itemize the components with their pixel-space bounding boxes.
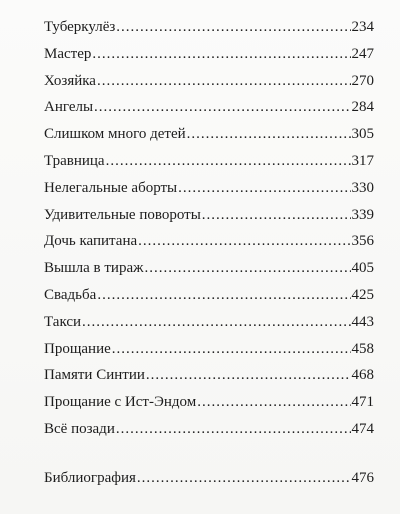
toc-entry-page: 356 [351,233,374,250]
toc-entry-title: Памяти Синтии [44,367,145,384]
toc-dot-leader [202,202,351,229]
toc-entry-page: 405 [351,260,374,277]
toc-dot-leader [137,465,351,492]
toc-dot-leader [97,282,350,309]
toc-entry [44,14,374,41]
toc-entry-page: 284 [351,99,374,116]
toc-entry-bibliography [44,465,374,492]
toc-entry-title: Такси [44,313,82,330]
toc-entry-title: Мастер [44,45,92,62]
toc-entry [44,362,374,389]
toc-entry-page: 247 [351,45,374,62]
toc-entry-title: Туберкулёз [44,19,116,35]
toc-entry-page: 471 [351,394,374,411]
toc-entry [44,309,374,336]
toc-entry-title: Прощание с Ист-Эндом [44,394,197,411]
toc-entry [44,148,374,175]
toc-entry-page: 234 [351,19,374,35]
toc-entry-title: Свадьба [44,286,97,303]
toc-dot-leader [106,148,351,175]
toc-entry [44,121,374,148]
section-gap [44,443,374,465]
toc-dot-leader [94,94,350,121]
toc-entry [44,228,374,255]
toc-dot-leader [197,389,350,416]
toc-entry [44,255,374,282]
toc-entry-title: Ангелы [44,99,94,116]
toc-entry-page: 339 [351,206,374,223]
toc-entry [44,389,374,416]
toc-entry [44,282,374,309]
toc-entry [44,336,374,363]
toc-entry-title: Слишком много детей [44,126,186,143]
toc-entry-title: Прощание [44,340,111,357]
toc-entry [44,416,374,443]
toc-entry-page: 474 [351,420,374,437]
toc-entry-page: 305 [351,126,374,143]
toc-dot-leader [112,336,351,363]
toc-entry [44,41,374,68]
toc-dot-leader [144,255,350,282]
toc-dot-leader [82,309,350,336]
toc-entry-title: Удивительные повороты [44,206,201,223]
toc-dot-leader [116,416,351,443]
toc-entry-page: 330 [351,179,374,196]
toc-entry-page: 468 [351,367,374,384]
toc-entry-title: Травница [44,152,105,169]
toc-entry-title: Дочь капитана [44,233,138,250]
toc-entry-title: Вышла в тираж [44,260,144,277]
toc-entry-title: Нелегальные аборты [44,179,178,196]
toc-dot-leader [97,68,351,95]
toc-dot-leader [187,121,351,148]
toc-dot-leader [138,228,350,255]
toc-dot-leader [146,362,351,389]
toc-entry [44,94,374,121]
toc-dot-leader [116,14,350,41]
toc-entry [44,175,374,202]
toc-entry-page: 425 [351,286,374,303]
toc-dot-leader [178,175,350,202]
toc-dot-leader [92,41,350,68]
toc-entry-title: Библиография [44,469,136,486]
toc-entry-page: 443 [351,313,374,330]
toc-entry [44,68,374,95]
toc-entry [44,202,374,229]
toc-entry-page: 317 [351,152,374,169]
toc-entry-title: Хозяйка [44,72,96,89]
toc-entry-page: 476 [351,469,374,486]
toc-entry-page: 270 [351,72,374,89]
toc-entry-page: 458 [351,340,374,357]
toc-entry-title: Всё позади [44,420,115,437]
table-of-contents [44,14,374,492]
